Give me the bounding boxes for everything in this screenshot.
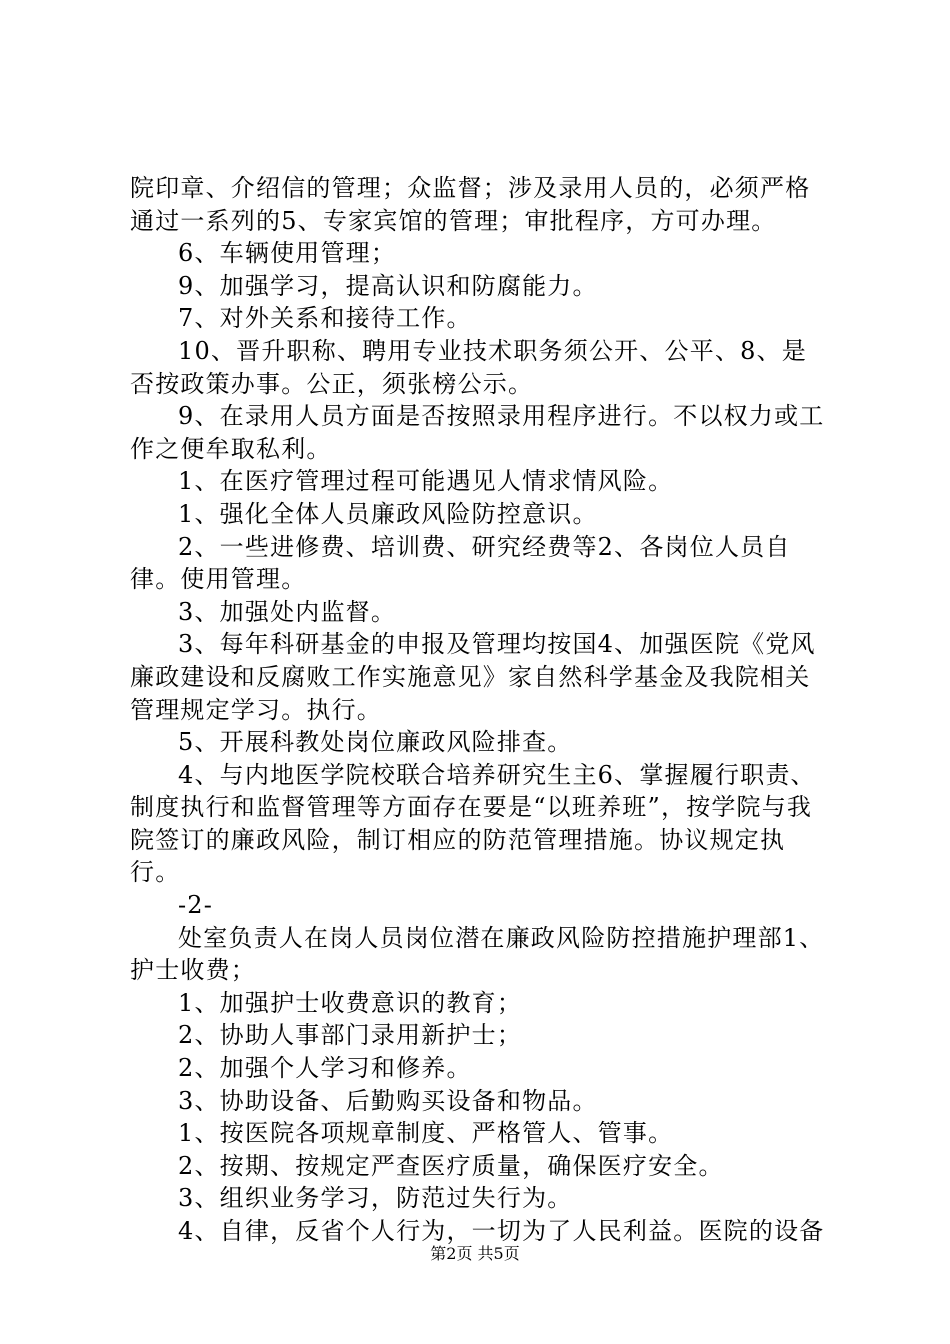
page-footer bbox=[0, 1244, 950, 1264]
paragraph: 2、加强个人学习和修养。 bbox=[178, 1054, 472, 1083]
paragraph: 6、车辆使用管理； bbox=[178, 239, 397, 268]
paragraph: 1、加强护士收费意识的教育； bbox=[178, 988, 523, 1017]
paragraph: 3、每年科研基金的申报及管理均按国4、加强医院《党风廉政建设和反腐败工作实施意见》家自然科学基金及我院相关管理规定学习。执行。 bbox=[130, 630, 816, 724]
paragraph: 2、一些进修费、培训费、研究经费等2、各岗位人员自律。使用管理。 bbox=[130, 532, 791, 594]
paragraph: 3、加强处内监督。 bbox=[178, 597, 397, 626]
section-heading: 处室负责人在岗人员岗位潜在廉政风险防控措施护理部1、护士收费； bbox=[130, 923, 825, 985]
paragraph: 1、在医疗管理过程可能遇见人情求情风险。 bbox=[178, 467, 674, 496]
paragraph: 院印章、介绍信的管理；众监督；涉及录用人员的，必须严格通过一系列的5、专家宾馆的管理；审批程序，方可办理。 bbox=[130, 174, 811, 235]
paragraph: 4、与内地医学院校联合培养研究生主6、掌握履行职责、制度执行和监督管理等方面存在要是“以班养班”，按学院与我院签订的廉政风险，制订相应的防范管理措施。协议规定执行。 bbox=[130, 760, 816, 887]
paragraph: 3、组织业务学习，防范过失行为。 bbox=[178, 1184, 573, 1213]
paragraph: 9、加强学习，提高认识和防腐能力。 bbox=[178, 271, 598, 300]
paragraph: 3、协助设备、后勤购买设备和物品。 bbox=[178, 1086, 598, 1115]
inline-page-number: -2- bbox=[178, 891, 214, 920]
paragraph: 1、按医院各项规章制度、严格管人、管事。 bbox=[178, 1119, 674, 1148]
paragraph: 7、对外关系和接待工作。 bbox=[178, 304, 472, 333]
paragraph: 10、晋升职称、聘用专业技术职务须公开、公平、8、是否按政策办事。公正，须张榜公示。 bbox=[130, 336, 808, 398]
page-count-label: 第2页 共5页 bbox=[430, 1244, 520, 1263]
paragraph: 1、强化全体人员廉政风险防控意识。 bbox=[178, 499, 598, 528]
paragraph: 4、自律，反省个人行为，一切为了人民利益。医院的设备 bbox=[178, 1217, 825, 1245]
paragraph: 2、协助人事部门录用新护士； bbox=[178, 1021, 523, 1050]
document-body bbox=[130, 172, 830, 1248]
paragraph: 2、按期、按规定严查医疗质量，确保医疗安全。 bbox=[178, 1151, 724, 1180]
paragraph: 5、开展科教处岗位廉政风险排查。 bbox=[178, 728, 573, 757]
paragraph: 9、在录用人员方面是否按照录用程序进行。不以权力或工作之便牟取私利。 bbox=[130, 402, 825, 463]
